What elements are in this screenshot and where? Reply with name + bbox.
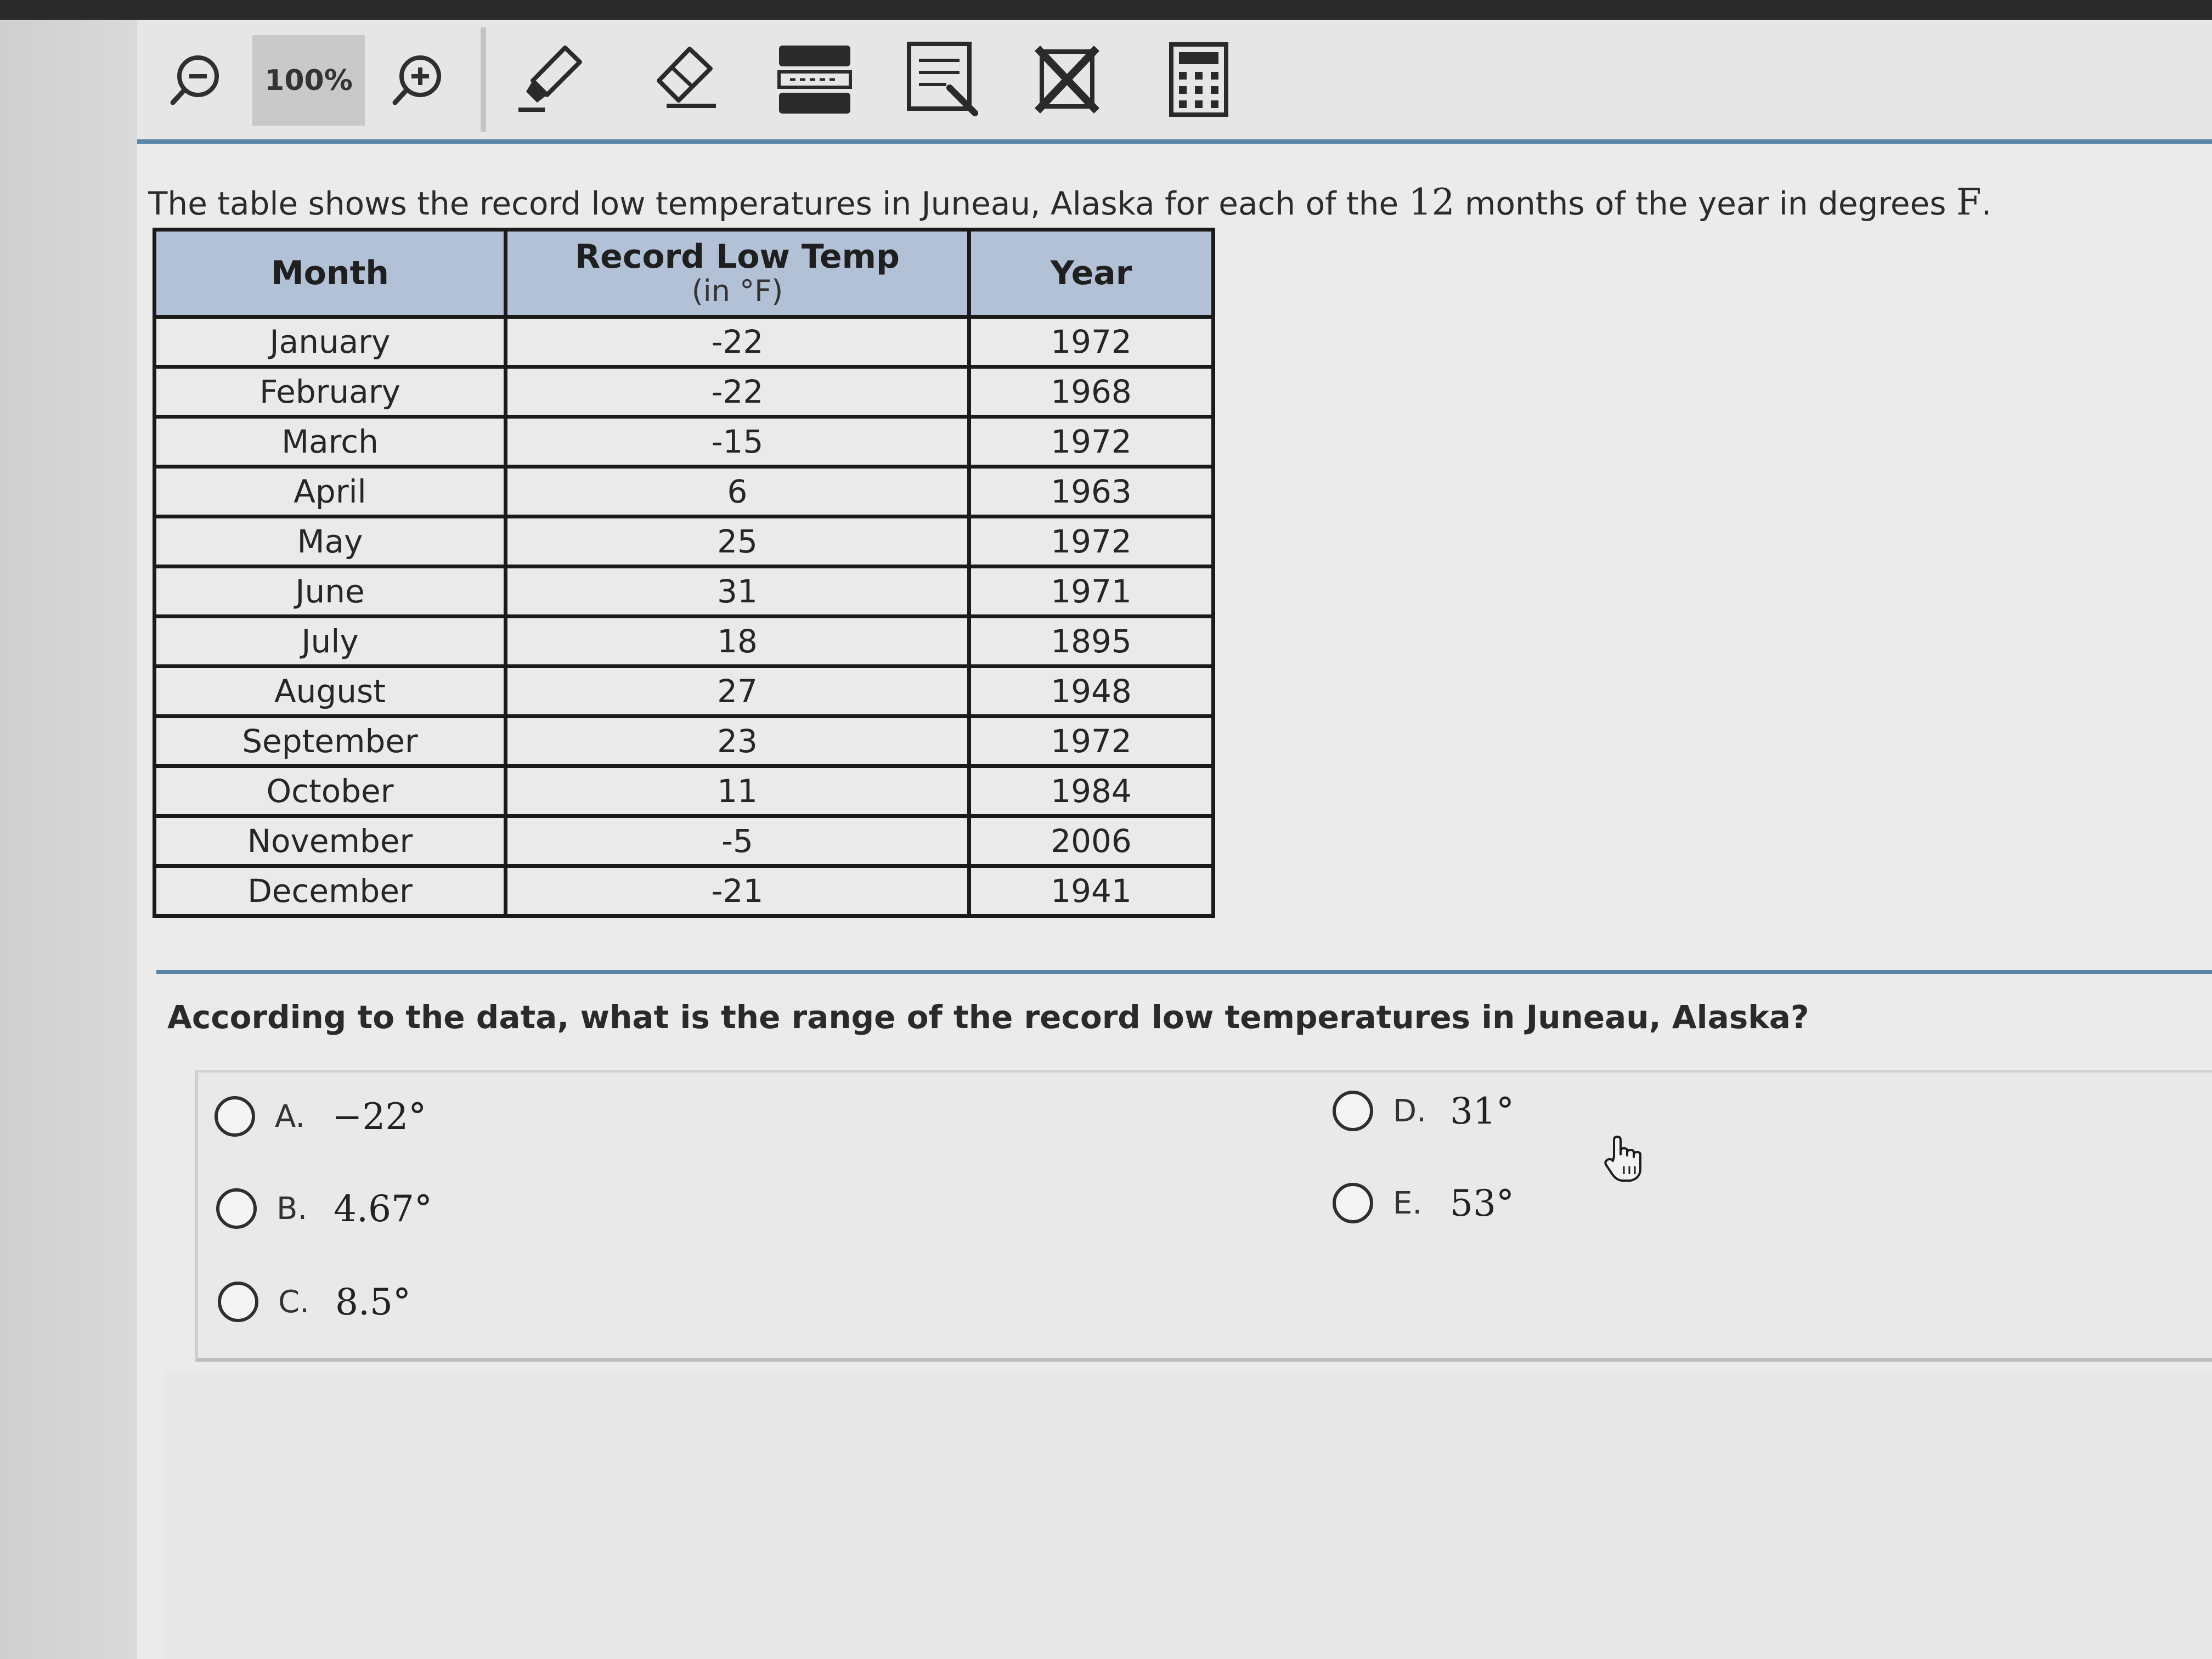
cell-year: 1948 bbox=[969, 667, 1214, 716]
line-reader-button[interactable] bbox=[771, 38, 859, 121]
toolbar-separator bbox=[481, 27, 486, 132]
answer-eliminator-icon bbox=[1034, 44, 1100, 115]
cell-month: November bbox=[155, 816, 506, 866]
cell-month: July bbox=[155, 617, 506, 667]
cell-year: 1895 bbox=[969, 617, 1214, 667]
cell-temp: 27 bbox=[506, 667, 969, 716]
notepad-button[interactable] bbox=[900, 38, 988, 121]
cell-year: 1941 bbox=[969, 866, 1214, 916]
calculator-button[interactable] bbox=[1163, 38, 1234, 121]
choice-b-letter: B. bbox=[276, 1190, 308, 1227]
cell-month: October bbox=[155, 766, 506, 816]
cell-year: 1971 bbox=[969, 567, 1214, 617]
cell-month: February bbox=[155, 367, 506, 417]
table-row bbox=[155, 517, 1214, 567]
zoom-in-icon bbox=[390, 52, 444, 107]
zoom-out-button[interactable] bbox=[165, 38, 225, 121]
line-reader-icon bbox=[774, 41, 856, 118]
table-row bbox=[155, 816, 1214, 866]
calculator-icon bbox=[1166, 41, 1232, 118]
cell-month: September bbox=[155, 716, 506, 766]
zoom-out-icon bbox=[167, 52, 222, 107]
prompt-text bbox=[148, 181, 2123, 223]
table-row bbox=[155, 567, 1214, 617]
table-row bbox=[155, 866, 1214, 916]
header-month: Month bbox=[155, 230, 506, 317]
radio-button-e[interactable] bbox=[1333, 1183, 1373, 1223]
choice-e[interactable] bbox=[1333, 1173, 1514, 1233]
radio-button-a[interactable] bbox=[215, 1096, 255, 1137]
header-temp bbox=[506, 230, 969, 317]
choice-c-letter: C. bbox=[278, 1284, 309, 1320]
hand-pointer-icon bbox=[1602, 1135, 1646, 1186]
cell-temp: 18 bbox=[506, 617, 969, 667]
radio-button-c[interactable] bbox=[218, 1282, 258, 1322]
prompt-number: 12 bbox=[1408, 181, 1455, 223]
cell-month: June bbox=[155, 567, 506, 617]
prompt-unit: F bbox=[1956, 181, 1982, 223]
choice-e-letter: E. bbox=[1393, 1185, 1423, 1221]
table-row bbox=[155, 716, 1214, 766]
zoom-in-button[interactable] bbox=[387, 38, 447, 121]
cell-year: 2006 bbox=[969, 816, 1214, 866]
cell-year: 1963 bbox=[969, 467, 1214, 517]
cell-month: March bbox=[155, 417, 506, 467]
cell-temp: 25 bbox=[506, 517, 969, 567]
cell-year: 1972 bbox=[969, 716, 1214, 766]
choice-d-value: 31° bbox=[1450, 1090, 1514, 1132]
cell-temp: 31 bbox=[506, 567, 969, 617]
table-header-row bbox=[155, 230, 1214, 317]
cell-month: January bbox=[155, 317, 506, 367]
table-row bbox=[155, 617, 1214, 667]
choice-a-letter: A. bbox=[275, 1098, 306, 1135]
header-temp-unit: (in °F) bbox=[691, 274, 783, 309]
highlighter-icon bbox=[513, 41, 590, 118]
cell-year: 1972 bbox=[969, 317, 1214, 367]
choice-c[interactable] bbox=[218, 1272, 411, 1332]
cell-month: August bbox=[155, 667, 506, 716]
section-divider bbox=[156, 970, 2212, 974]
temperature-table bbox=[153, 228, 1215, 918]
cell-month: May bbox=[155, 517, 506, 567]
choice-d-letter: D. bbox=[1393, 1093, 1426, 1129]
radio-button-b[interactable] bbox=[216, 1188, 257, 1229]
table-row bbox=[155, 766, 1214, 816]
highlighter-button[interactable] bbox=[510, 38, 592, 121]
cell-temp: 6 bbox=[506, 467, 969, 517]
table-row bbox=[155, 417, 1214, 467]
cell-year: 1972 bbox=[969, 517, 1214, 567]
choice-a-value: −22° bbox=[332, 1095, 427, 1138]
window-top-edge bbox=[0, 0, 2212, 20]
cell-temp: -21 bbox=[506, 866, 969, 916]
eraser-button[interactable] bbox=[642, 38, 724, 121]
cell-temp: 23 bbox=[506, 716, 969, 766]
choice-e-value: 53° bbox=[1450, 1182, 1514, 1224]
prompt-part1: The table shows the record low temperatures in Juneau, Alaska for each of the bbox=[148, 185, 1409, 222]
zoom-level: 100% bbox=[252, 35, 365, 126]
cell-temp: -5 bbox=[506, 816, 969, 866]
cell-temp: -22 bbox=[506, 317, 969, 367]
cell-temp: -15 bbox=[506, 417, 969, 467]
choice-d[interactable] bbox=[1333, 1081, 1514, 1141]
toolbar-divider bbox=[137, 139, 2212, 144]
choice-c-value: 8.5° bbox=[335, 1280, 411, 1323]
prompt-part3: . bbox=[1981, 185, 1992, 222]
table-row bbox=[155, 317, 1214, 367]
header-temp-label: Record Low Temp bbox=[574, 238, 900, 276]
cell-month: December bbox=[155, 866, 506, 916]
table-row bbox=[155, 667, 1214, 716]
choice-b[interactable] bbox=[216, 1178, 432, 1239]
page-blank-area bbox=[165, 1372, 2212, 1659]
notepad-icon bbox=[902, 38, 985, 121]
eraser-icon bbox=[645, 41, 721, 118]
table-row bbox=[155, 367, 1214, 417]
prompt-part2: months of the year in degrees bbox=[1454, 185, 1956, 222]
cell-month: April bbox=[155, 467, 506, 517]
radio-button-d[interactable] bbox=[1333, 1091, 1373, 1131]
cell-year: 1968 bbox=[969, 367, 1214, 417]
cell-temp: 11 bbox=[506, 766, 969, 816]
cell-year: 1984 bbox=[969, 766, 1214, 816]
choice-b-value: 4.67° bbox=[334, 1187, 432, 1230]
table-row bbox=[155, 467, 1214, 517]
choice-a[interactable] bbox=[215, 1086, 426, 1147]
question-text: According to the data, what is the range of the record low temperatures in Juneau, Alaska? bbox=[167, 998, 1809, 1036]
header-year: Year bbox=[969, 230, 1214, 317]
answer-eliminator-button[interactable] bbox=[1031, 38, 1103, 121]
cell-temp: -22 bbox=[506, 367, 969, 417]
answer-choices-panel bbox=[195, 1070, 2212, 1362]
cell-year: 1972 bbox=[969, 417, 1214, 467]
